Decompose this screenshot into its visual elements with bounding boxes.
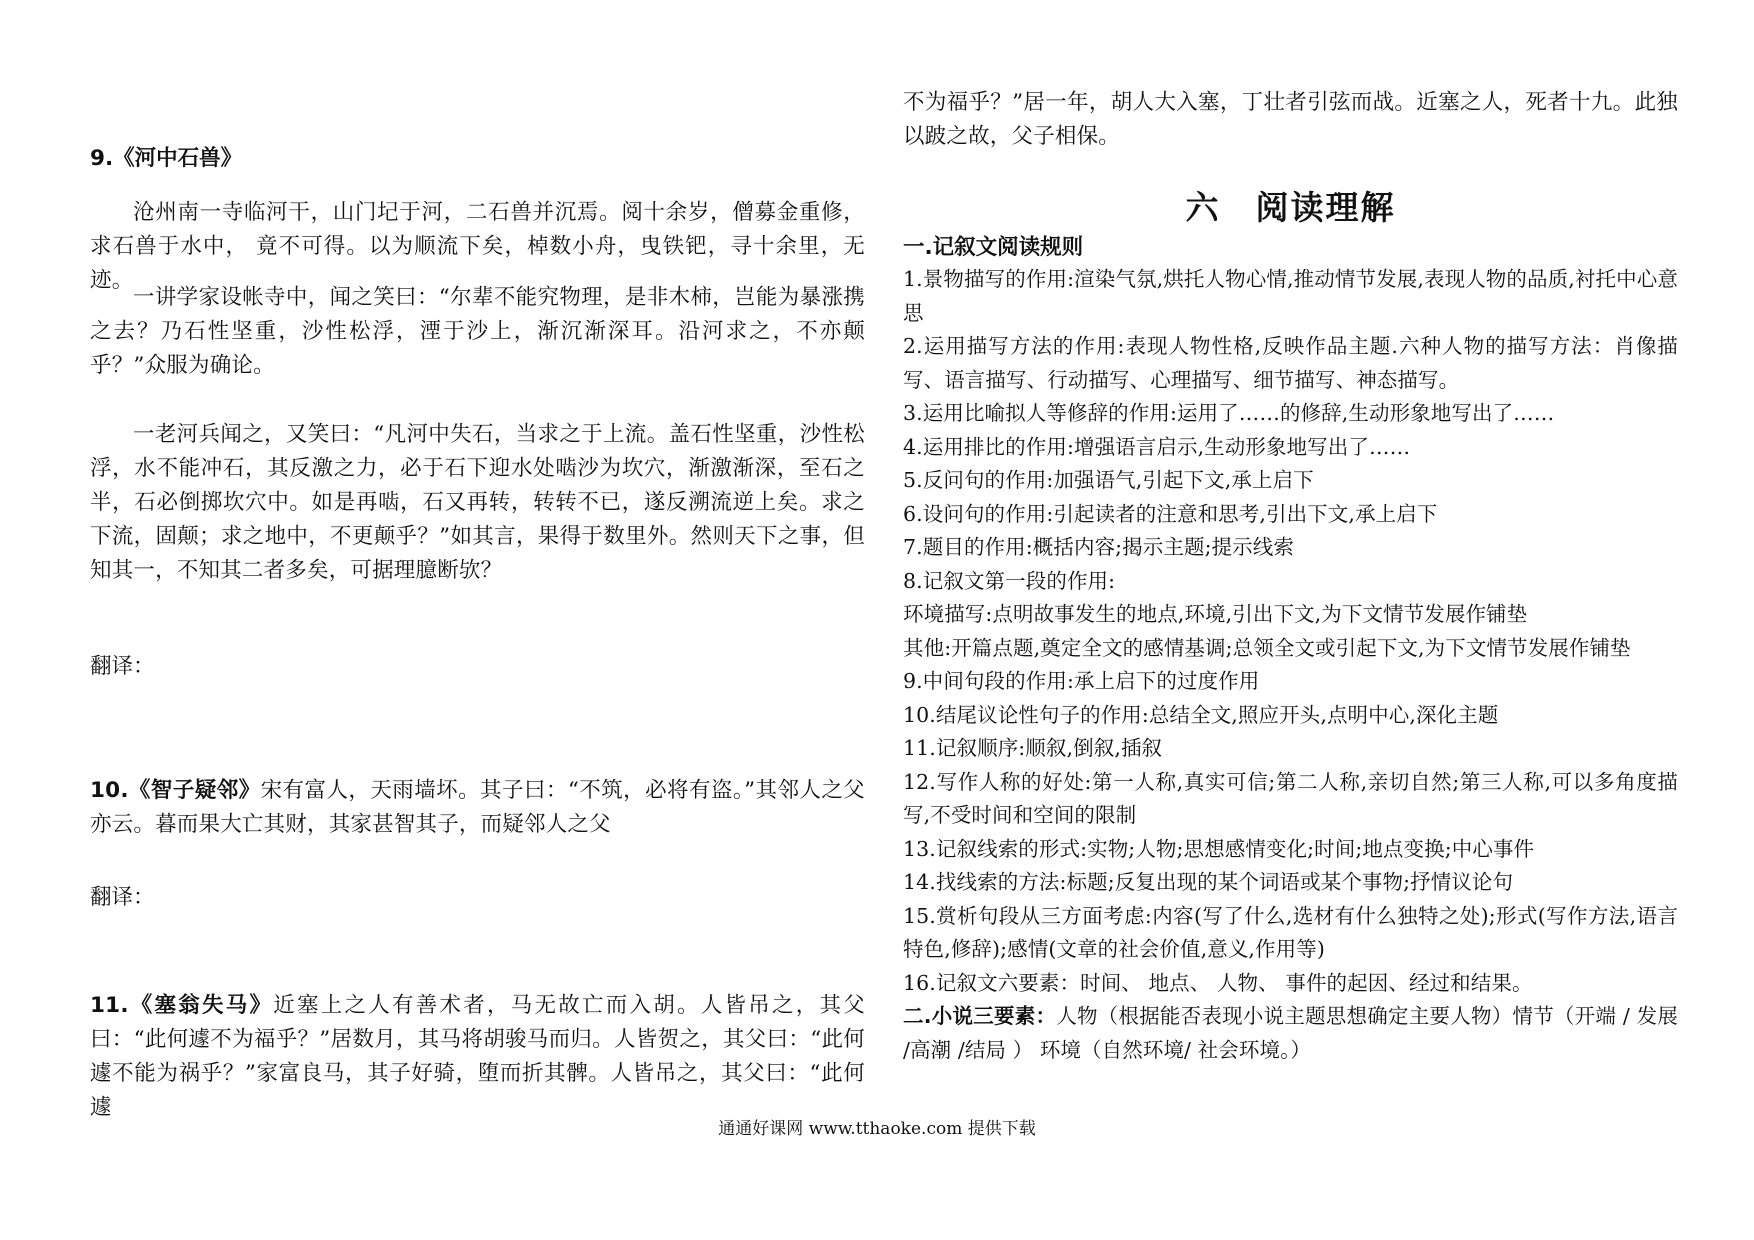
section-10-text: 宋有富人，天雨墙坏。其子曰：“不筑，必将有盗。”其邻人之父亦云。暮而果大亡其财，其家甚智其子，而疑邻人之父 <box>90 778 865 837</box>
rule-item: 12.写作人称的好处:第一人称,真实可信;第二人称,亲切自然;第三人称,可以多角度描写,不受时间和空间的限制 <box>903 769 1678 827</box>
novel-elements-item <box>903 1000 1678 1067</box>
section-9-translate-label: 翻译： <box>90 654 155 679</box>
rule-item: 5.反问句的作用:加强语气,引起下文,承上启下 <box>903 468 1314 492</box>
section-11-title: 11.《塞翁失马》 <box>90 993 274 1018</box>
rule-item: 4.运用排比的作用:增强语言启示,生动形象地写出了…… <box>903 434 1411 459</box>
novel-elements-label: 二.小说三要素： <box>903 1004 1057 1028</box>
footer-credit: 通通好课网 www.tthaoke.com 提供下载 <box>718 1119 1036 1139</box>
section-10-title: 10.《智子疑邻》 <box>90 778 261 803</box>
rule-item: 7.题目的作用:概括内容;揭示主题;提示线索 <box>903 535 1294 559</box>
section-9-paragraph-1: 沧州南一寺临河干，山门圮于河，二石兽并沉焉。阅十余岁，僧募金重修，求石兽于水中， 竟不可得。以为顺流下矣，棹数小舟，曳铁钯，寻十余里，无迹。 <box>90 200 865 293</box>
rule-item: 3.运用比喻拟人等修辞的作用:运用了……的修辞,生动形象地写出了…… <box>903 401 1555 425</box>
section-11-paragraph <box>90 989 865 1125</box>
section-9-paragraph-3: 一老河兵闻之，又笑曰：“凡河中失石，当求之于上流。盖石性坚重，沙性松浮，水不能冲石，其反激之力，必于石下迎水处啮沙为坎穴，渐激渐深，至石之半，石必倒掷坎穴中。如是再啮，石又再转，转转不已，遂反溯流逆上矣。求之下流，固颠；求之地中，不更颠乎？”如其言，果得于数里外。然则天下之事，但知其一，不知其二者多矣，可据理臆断欤？ <box>90 422 865 583</box>
rule-item: 16.记叙文六要素：时间、 地点、 人物、 事件的起因、经过和结果。 <box>903 970 1533 995</box>
rule-item: 8.记叙文第一段的作用: <box>903 568 1116 593</box>
rule-item: 环境描写:点明故事发生的地点,环境,引出下文,为下文情节发展作铺垫 <box>903 602 1528 626</box>
novel-elements-text: 人物（根据能否表现小说主题思想确定主要人物）情节（开端 / 发展 /高潮 /结局 ） 环境（自然环境/ 社会环境。） <box>903 1004 1678 1062</box>
rule-item: 13.记叙线索的形式:实物;人物;思想感情变化;时间;地点变换;中心事件 <box>903 836 1535 861</box>
section-9-paragraph-2: 一讲学家设帐寺中，闻之笑曰：“尔辈不能究物理，是非木柿，岂能为暴涨携之去？乃石性坚重，沙性松浮，湮于沙上，渐沉渐深耳。沿河求之，不亦颠乎？”众服为确论。 <box>90 285 865 378</box>
rule-item: 2.运用描写方法的作用:表现人物性格,反映作品主题.六种人物的描写方法：肖像描写、语言描写、行动描写、心理描写、细节描写、神态描写。 <box>903 334 1678 392</box>
section-11-continuation: 不为福乎？”居一年，胡人大入塞，丁壮者引弦而战。近塞之人，死者十九。此独以跛之故，父子相保。 <box>903 90 1678 149</box>
rule-item: 6.设问句的作用:引起读者的注意和思考,引出下文,承上启下 <box>903 501 1438 526</box>
rule-item: 14.找线索的方法:标题;反复出现的某个词语或某个事物;抒情议论句 <box>903 870 1514 894</box>
rule-item: 其他:开篇点题,奠定全文的感情基调;总领全文或引起下文,为下文情节发展作铺垫 <box>903 635 1631 660</box>
section-10-paragraph <box>90 774 865 842</box>
rule-item: 1.景物描写的作用:渲染气氛,烘托人物心情,推动情节发展,表现人物的品质,衬托中心意思 <box>903 267 1678 325</box>
rules-list <box>903 263 1678 1067</box>
rule-item: 9.中间句段的作用:承上启下的过度作用 <box>903 669 1260 693</box>
rule-item: 11.记叙顺序:顺叙,倒叙,插叙 <box>903 736 1163 760</box>
section-title-reading: 六 阅读理解 <box>1185 188 1396 227</box>
section-11-text: 近塞上之人有善术者，马无故亡而入胡。人皆吊之，其父曰：“此何遽不为福乎？”居数月，其马将胡骏马而归。人皆贺之，其父曰：“此何遽不能为祸乎？”家富良马，其子好骑，堕而折其髀。人皆吊之，其父曰：“此何遽 <box>90 993 865 1120</box>
section-9-title: 9.《河中石兽》 <box>90 146 243 171</box>
rule-item: 10.结尾议论性句子的作用:总结全文,照应开头,点明中心,深化主题 <box>903 702 1499 727</box>
rule-item: 15.赏析句段从三方面考虑:内容(写了什么,选材有什么独特之处);形式(写作方法,语言特色,修辞);感情(文章的社会价值,意义,作用等) <box>903 903 1678 961</box>
section-10-translate-label: 翻译： <box>90 885 155 910</box>
narrative-rules-heading: 一.记叙文阅读规则 <box>903 235 1084 260</box>
